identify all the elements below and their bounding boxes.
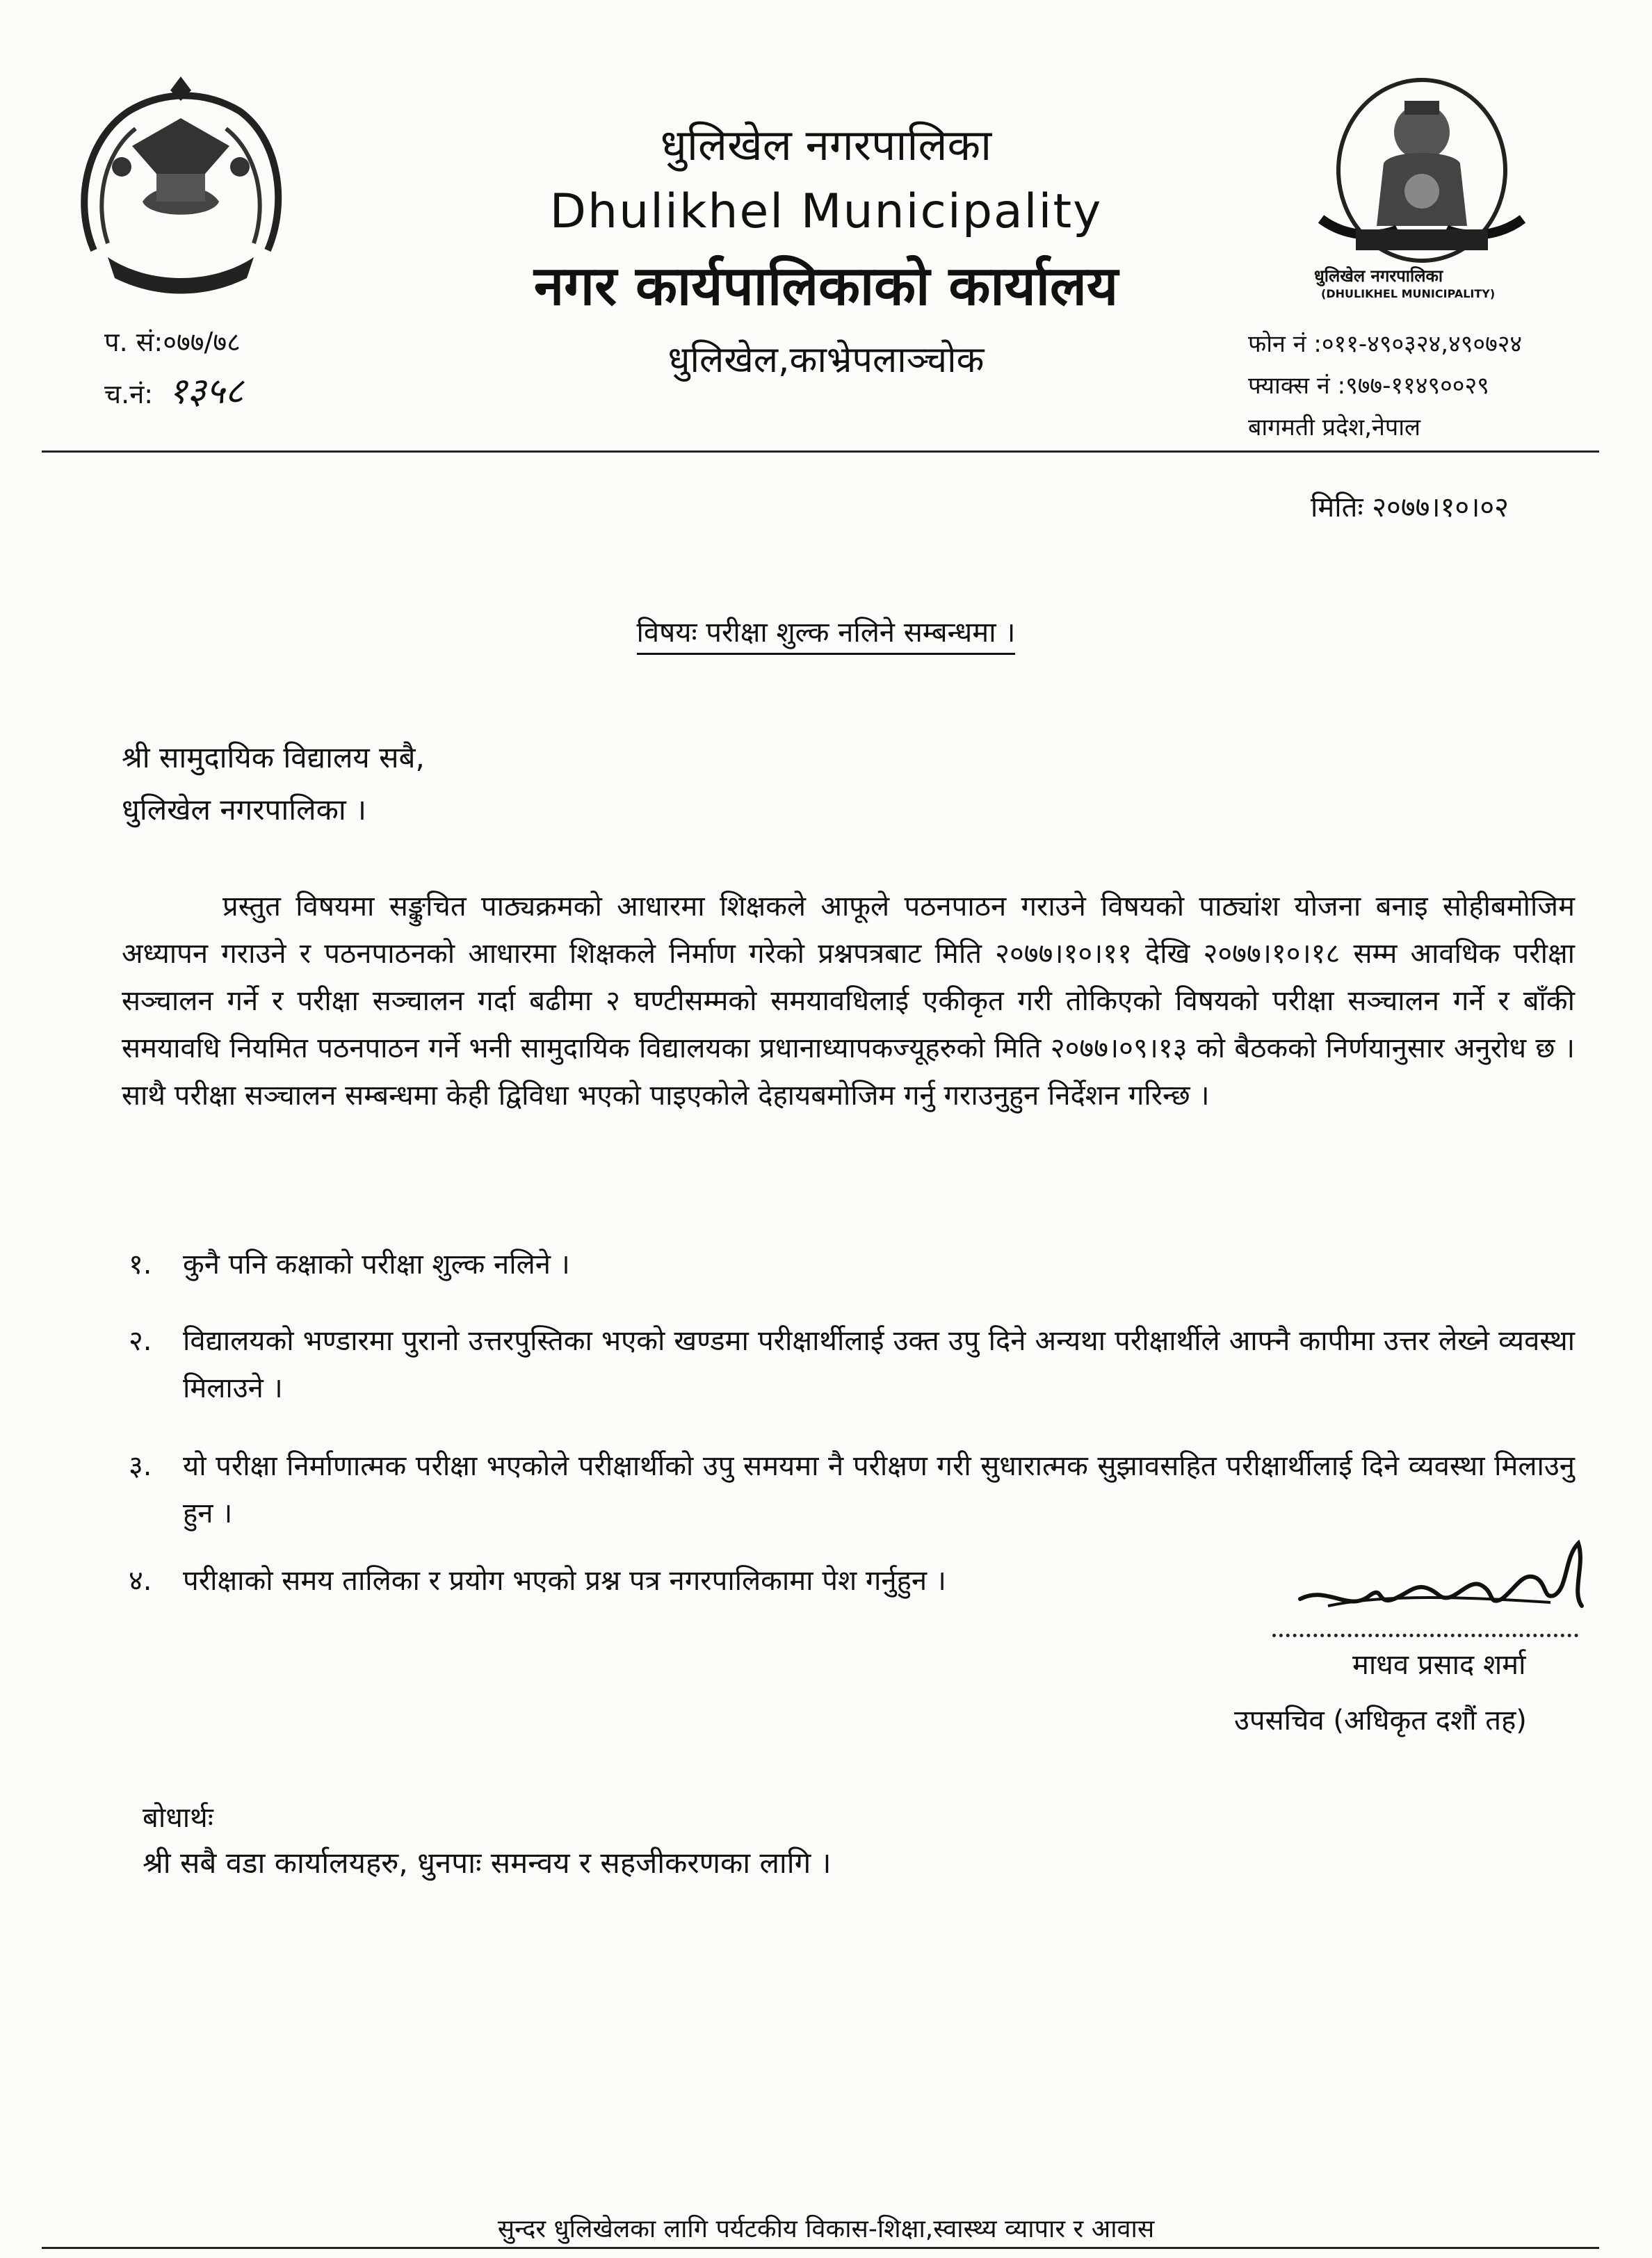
item-number: १.	[129, 1249, 152, 1281]
municipality-name-np: धुलिखेल नगरपालिका	[660, 120, 992, 170]
header-divider	[42, 450, 1599, 453]
cc-label: बोधार्थः	[143, 1802, 213, 1834]
logo-label-en: (DHULIKHEL MUNICIPALITY)	[1321, 287, 1496, 300]
contact-province: बागमती प्रदेश,नेपाल	[1248, 414, 1421, 441]
municipality-name-en: Dhulikhel Municipality	[549, 184, 1103, 239]
list-item	[129, 1557, 1276, 1605]
cc-recipients: श्री सबै वडा कार्यालयहरु, धुनपाः समन्वय र सहजीकरणका लागि ।	[143, 1846, 832, 1880]
item-text: परीक्षाको समय तालिका र प्रयोग भएको प्रश्न पत्र नगरपालिकामा पेश गर्नुहुन ।	[183, 1565, 946, 1597]
letter-body	[122, 883, 1575, 1119]
footer-divider	[42, 2247, 1599, 2249]
contact-fax: फ्याक्स नं :९७७-११४९००२९	[1248, 372, 1489, 400]
item-text: विद्यालयको भण्डारमा पुरानो उत्तरपुस्तिका भएको खण्डमा परीक्षार्थीलाई उक्त उपु दिने अन्यथा परीक्षार्थीले आफ्नै कापीमा उत्तर लेख्ने व्यवस्था मिलाउने ।	[183, 1325, 1575, 1404]
list-item	[129, 1443, 1575, 1537]
list-item	[129, 1317, 1575, 1412]
office-address: धुलिखेल,काभ्रेपलाञ्चोक	[667, 339, 985, 381]
body-paragraph: प्रस्तुत विषयमा सङ्कुचित पाठ्यक्रमको आधारमा शिक्षकले आफूले पठनपाठन गराउने विषयको पाठ्यांश योजना बनाइ सोहीबमोजिम अध्यापन गराउने र पठनपाठनको आधारमा शिक्षकले निर्माण गरेको प्रश्नपत्रबाट मिति २०७७।१०।११ देखि २०७७।१०।१८ सम्म आवधिक परीक्षा सञ्चालन गर्ने र परीक्षा सञ्चालन गर्दा बढीमा २ घण्टीसम्मको समयावधिलाई एकीकृत गरी तोकिएको विषयको परीक्षा सञ्चालन गर्ने र बाँकी समयावधि नियमित पठनपाठन गर्ने भनी सामुदायिक विद्यालयका प्रधानाध्यापकज्यूहरुको मिति २०७७।०९।१३ को बैठकको निर्णयानुसार अनुरोध छ । साथै परीक्षा सञ्चालन सम्बन्धमा केही द्विविधा भएको पाइएकोले देहायबमोजिम गर्नु गराउनुहुन निर्देशन गरिन्छ ।	[122, 891, 1575, 1112]
contact-phone: फोन नं :०११-४९०३२४,४९०७२४	[1248, 330, 1523, 358]
chalani-label: च.नं:	[104, 379, 154, 409]
letter-subject	[0, 612, 1652, 650]
chalani-number: १३५८	[168, 371, 244, 412]
footer-slogan: सुन्दर धुलिखेलका लागि पर्यटकीय विकास-शिक्षा,स्वास्थ्य व्यापार र आवास	[497, 2215, 1155, 2243]
office-title: नगर कार्यपालिकाको कार्यालय	[533, 255, 1119, 318]
logo-label-np: धुलिखेल नगरपालिका	[1314, 266, 1443, 286]
item-number: ४.	[129, 1565, 152, 1597]
signature-icon	[1272, 1529, 1599, 1627]
item-number: २.	[129, 1325, 152, 1357]
subject-text: विषयः परीक्षा शुल्क नलिने सम्बन्धमा ।	[637, 617, 1016, 655]
list-item	[129, 1241, 1575, 1288]
item-text: कुनै पनि कक्षाको परीक्षा शुल्क नलिने ।	[183, 1249, 570, 1281]
recipient-line-1: श्री सामुदायिक विद्यालय सबै,	[122, 740, 425, 774]
recipient-line-2: धुलिखेल नगरपालिका ।	[122, 793, 366, 827]
letter-date: मितिः २०७७।१०।०२	[1311, 492, 1509, 523]
item-text: यो परीक्षा निर्माणात्मक परीक्षा भएकोले परीक्षार्थीको उपु समयमा नै परीक्षण गरी सुधारात्मक सुझावसहित परीक्षार्थीलाई दिने व्यवस्था मिलाउनु हुन ।	[183, 1450, 1575, 1529]
signatory-name: माधव प्रसाद शर्मा	[1352, 1649, 1526, 1681]
patra-sankhya: प. सं:०७७/७८	[104, 327, 241, 357]
chalani-number-row	[104, 365, 243, 414]
signatory-designation: उपसचिव (अधिकृत दशौं तह)	[1234, 1705, 1527, 1737]
item-number: ३.	[129, 1450, 152, 1482]
signature-line	[1272, 1634, 1578, 1637]
